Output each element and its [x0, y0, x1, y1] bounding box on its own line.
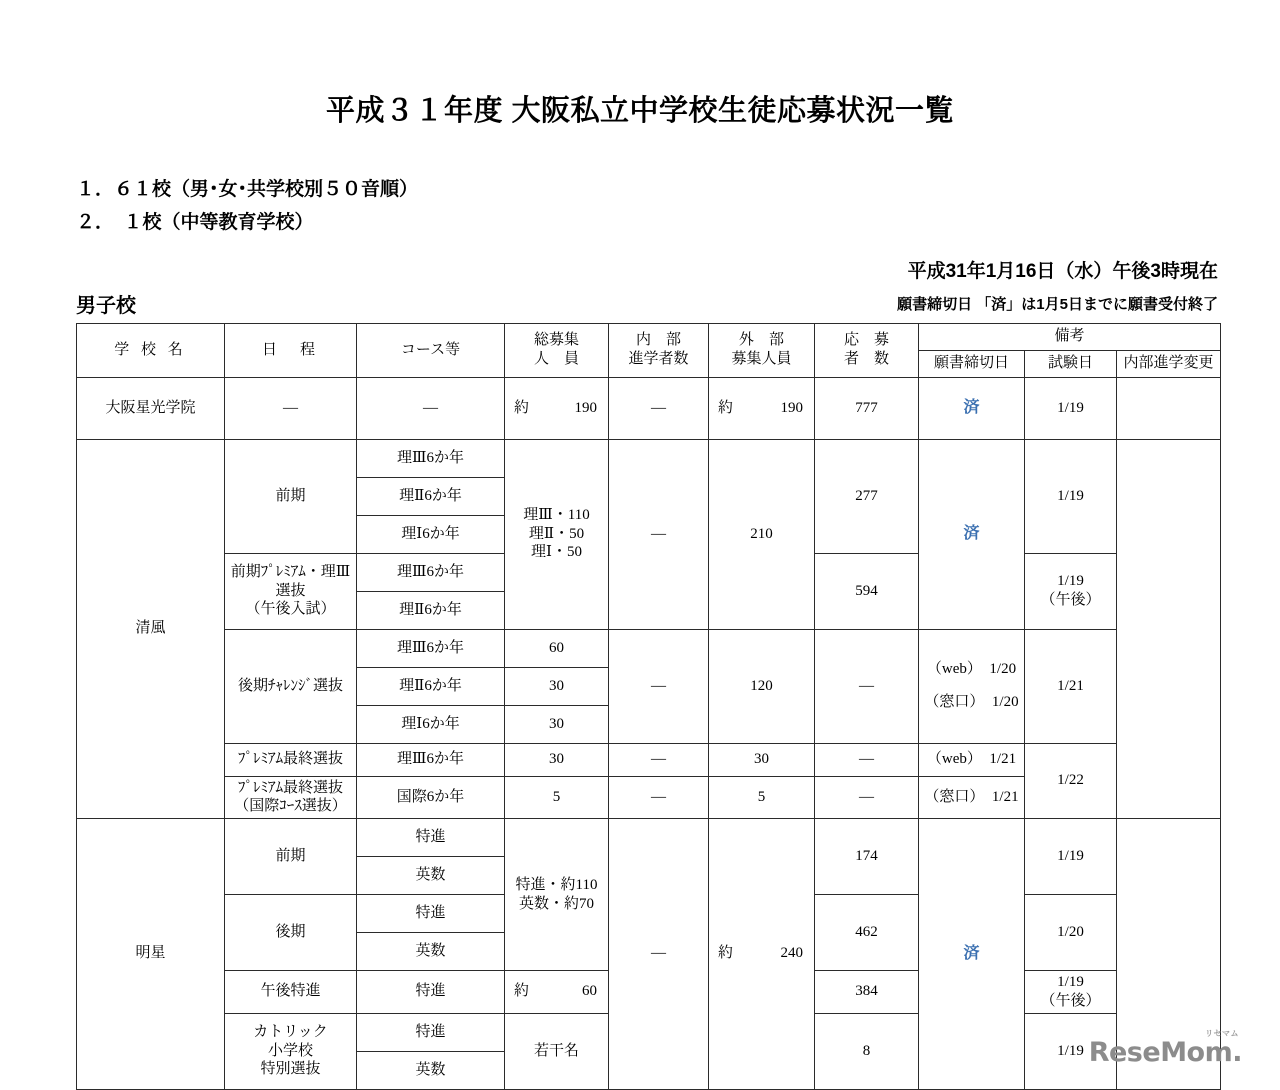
- applications-table: [76, 323, 1221, 1090]
- external-capacity-cell: 210: [709, 439, 815, 629]
- total-capacity-cell: [505, 377, 609, 439]
- internal-change-cell: [1117, 439, 1221, 819]
- col-header-school: 学 校 名: [77, 323, 225, 377]
- course-cell: 英数: [357, 1051, 505, 1089]
- exam-date-line-1: 1/19: [1057, 974, 1084, 990]
- exam-date-line-2: （午後）: [1040, 992, 1101, 1009]
- total-capacity-cell: 5: [505, 776, 609, 819]
- section-label-boys-schools: 男子校: [76, 294, 136, 317]
- table-container: [0, 323, 1280, 1090]
- schedule-cell: ﾌﾟﾚﾐｱﾑ最終選抜: [225, 743, 357, 776]
- total-capacity-cell: 若干名: [505, 1013, 609, 1089]
- internal-advancers-cell: ―: [609, 439, 709, 629]
- exam-date-cell: [1025, 553, 1117, 629]
- col-header-internal-change: 内部進学変更: [1117, 350, 1221, 377]
- deadline-cell: [919, 377, 1025, 439]
- course-cell: 理Ⅲ6か年: [357, 629, 505, 667]
- schedule-cell: 午後特進: [225, 971, 357, 1014]
- table-row: [77, 819, 1221, 857]
- total-capacity-cell: 30: [505, 667, 609, 705]
- exam-date-cell: 1/22: [1025, 743, 1117, 819]
- exam-date-cell: 1/21: [1025, 629, 1117, 743]
- exam-date-cell: 1/19: [1025, 1013, 1117, 1089]
- school-name-seifu: 清風: [77, 439, 225, 819]
- course-cell: 英数: [357, 857, 505, 895]
- schedule-line-1: カトリック: [253, 1023, 328, 1040]
- course-cell: 理Ⅱ6か年: [357, 591, 505, 629]
- exam-date-cell: [1025, 971, 1117, 1014]
- course-cell: 理Ⅰ6か年: [357, 705, 505, 743]
- total-capacity-cell: [505, 971, 609, 1014]
- external-prefix: 約: [718, 945, 734, 962]
- internal-advancers-cell: ―: [609, 743, 709, 776]
- external-capacity-cell: 120: [709, 629, 815, 743]
- applicants-cell: ―: [815, 629, 919, 743]
- schedule-line-3: 特別選抜: [260, 1061, 321, 1078]
- external-prefix: 約: [718, 399, 734, 416]
- schedule-cell: 後期: [225, 895, 357, 971]
- internal-advancers-cell: ―: [609, 776, 709, 819]
- course-cell: 理Ⅱ6か年: [357, 667, 505, 705]
- table-body: [77, 377, 1221, 1089]
- page-title: 平成３１年度 大阪私立中学校生徒応募状況一覧: [325, 95, 955, 127]
- section-header: [0, 283, 1280, 317]
- col-header-applicants: [815, 323, 919, 377]
- deadline-cell: [919, 439, 1025, 629]
- external-capacity-cell: 30: [709, 743, 815, 776]
- total-capacity-cell: [505, 819, 609, 971]
- course-cell: 理Ⅱ6か年: [357, 477, 505, 515]
- applicants-cell: 8: [815, 1013, 919, 1089]
- course-cell: 国際6か年: [357, 776, 505, 819]
- internal-change-cell: [1117, 377, 1221, 439]
- deadline-cell: （窓口） 1/21: [919, 776, 1025, 819]
- watermark-resemom: [1088, 1029, 1242, 1068]
- deadline-cell: [919, 819, 1025, 1090]
- schedule-cell: 前期: [225, 439, 357, 553]
- external-capacity-cell: 5: [709, 776, 815, 819]
- total-line-1: 特進・約110: [515, 876, 598, 893]
- as-of-timestamp: 平成31年1月16日（水）午後3時現在: [907, 260, 1218, 282]
- col-header-course: コース等: [357, 323, 505, 377]
- total-value: 60: [582, 983, 597, 1000]
- applicants-cell: ―: [815, 743, 919, 776]
- schedule-cell: 前期: [225, 819, 357, 895]
- course-cell: 特進: [357, 1013, 505, 1051]
- course-cell: 理Ⅰ6か年: [357, 515, 505, 553]
- course-cell: 特進: [357, 819, 505, 857]
- header-row-1: [77, 323, 1221, 350]
- schedule-line-2: 小学校: [267, 1042, 313, 1059]
- applicants-line-2: 者 数: [843, 351, 889, 367]
- external-capacity-cell: [709, 819, 815, 1090]
- internal-advancers-cell: ―: [609, 629, 709, 743]
- internal-line-1: 内 部: [635, 332, 681, 349]
- exam-date-cell: 1/19: [1025, 377, 1117, 439]
- col-header-application-deadline: 願書締切日: [919, 350, 1025, 377]
- external-value: 240: [780, 945, 803, 962]
- school-name-meisei: 明星: [77, 819, 225, 1090]
- internal-line-2: 進学者数: [628, 351, 689, 367]
- total-value: 190: [574, 399, 597, 416]
- external-value: 190: [780, 399, 803, 416]
- schedule-line-1: ﾌﾟﾚﾐｱﾑ最終選抜: [237, 779, 343, 796]
- school-name-osaka-seiko: 大阪星光学院: [77, 377, 225, 439]
- external-line-1: 外 部: [738, 332, 784, 349]
- col-header-schedule: 日 程: [225, 323, 357, 377]
- course-cell: 理Ⅲ6か年: [357, 553, 505, 591]
- applicants-cell: 277: [815, 439, 919, 553]
- course-cell: 理Ⅲ6か年: [357, 743, 505, 776]
- total-prefix: 約: [514, 983, 530, 1000]
- watermark-text: [1088, 1029, 1242, 1068]
- table-row: [77, 629, 1221, 667]
- applicants-cell: 594: [815, 553, 919, 629]
- schedule-cell: 後期ﾁｬﾚﾝｼﾞ選抜: [225, 629, 357, 743]
- schedule-cell: ―: [225, 377, 357, 439]
- schedule-line-3: （午後入試）: [245, 601, 336, 618]
- schedule-cell: [225, 1013, 357, 1089]
- note-line-2: ２． １校（中等教育学校）: [76, 212, 314, 234]
- course-cell: ―: [357, 377, 505, 439]
- schedule-line-2: 選抜: [275, 582, 306, 599]
- deadline-cell: （web） 1/21: [919, 743, 1025, 776]
- schedule-cell: [225, 553, 357, 629]
- status-badge-done: 済: [963, 525, 980, 542]
- watermark-brand: ReseMom.: [1088, 1037, 1242, 1068]
- col-header-internal-advancers: [609, 323, 709, 377]
- note-line-1: １．６１校（男･女･共学校別５０音順）: [76, 179, 419, 200]
- table-head: [77, 323, 1221, 377]
- col-header-external-capacity: [709, 323, 815, 377]
- exam-date-cell: 1/19: [1025, 439, 1117, 553]
- col-header-exam-date: 試験日: [1025, 350, 1117, 377]
- watermark-kana: リセマム: [1205, 1029, 1239, 1038]
- total-line-1: 理Ⅲ・110: [523, 506, 590, 523]
- external-line-2: 募集人員: [731, 351, 792, 367]
- total-capacity-cell: 30: [505, 743, 609, 776]
- course-cell: 特進: [357, 895, 505, 933]
- deadline-web: （web） 1/20: [926, 661, 1017, 678]
- table-row: [77, 377, 1221, 439]
- total-capacity-cell: [505, 439, 609, 629]
- total-capacity-line-2: 人 員: [533, 351, 579, 367]
- exam-date-line-1: 1/19: [1057, 573, 1084, 590]
- applicants-cell: 384: [815, 971, 919, 1014]
- applicants-cell: 777: [815, 377, 919, 439]
- total-prefix: 約: [514, 399, 530, 416]
- total-capacity-cell: 30: [505, 705, 609, 743]
- total-capacity-cell: 60: [505, 629, 609, 667]
- col-header-remarks: 備考: [919, 323, 1221, 350]
- col-header-total-capacity: [505, 323, 609, 377]
- status-badge-done: 済: [963, 944, 980, 962]
- applicants-cell: 174: [815, 819, 919, 895]
- course-cell: 英数: [357, 933, 505, 971]
- exam-date-cell: 1/19: [1025, 819, 1117, 895]
- table-row: [77, 743, 1221, 776]
- applicants-cell: ―: [815, 776, 919, 819]
- course-cell: 理Ⅲ6か年: [357, 439, 505, 477]
- table-row: [77, 439, 1221, 477]
- course-cell: 特進: [357, 971, 505, 1014]
- schedule-cell: [225, 776, 357, 819]
- schedule-line-1: 前期ﾌﾟﾚﾐｱﾑ・理Ⅲ: [230, 563, 351, 580]
- internal-advancers-cell: ―: [609, 377, 709, 439]
- applicants-line-1: 応 募: [843, 332, 889, 349]
- exam-date-cell: 1/20: [1025, 895, 1117, 971]
- total-line-2: 理Ⅱ・50: [528, 525, 585, 542]
- total-line-3: 理Ⅰ・50: [531, 544, 582, 561]
- deadline-window: （窓口） 1/20: [924, 694, 1019, 710]
- schedule-line-2: （国際ｺｰｽ選抜）: [234, 798, 347, 815]
- deadline-cell: [919, 629, 1025, 743]
- internal-advancers-cell: ―: [609, 819, 709, 1090]
- total-line-2: 英数・約70: [518, 895, 594, 912]
- notes-block: [0, 129, 1280, 240]
- applicants-cell: 462: [815, 895, 919, 971]
- exam-date-line-2: （午後）: [1040, 592, 1101, 608]
- total-capacity-line-1: 総募集: [533, 332, 579, 349]
- status-badge-done: 済: [963, 399, 980, 416]
- legend-note: 願書締切日 「済」は1月5日までに願書受付終了: [897, 295, 1218, 313]
- external-capacity-cell: [709, 377, 815, 439]
